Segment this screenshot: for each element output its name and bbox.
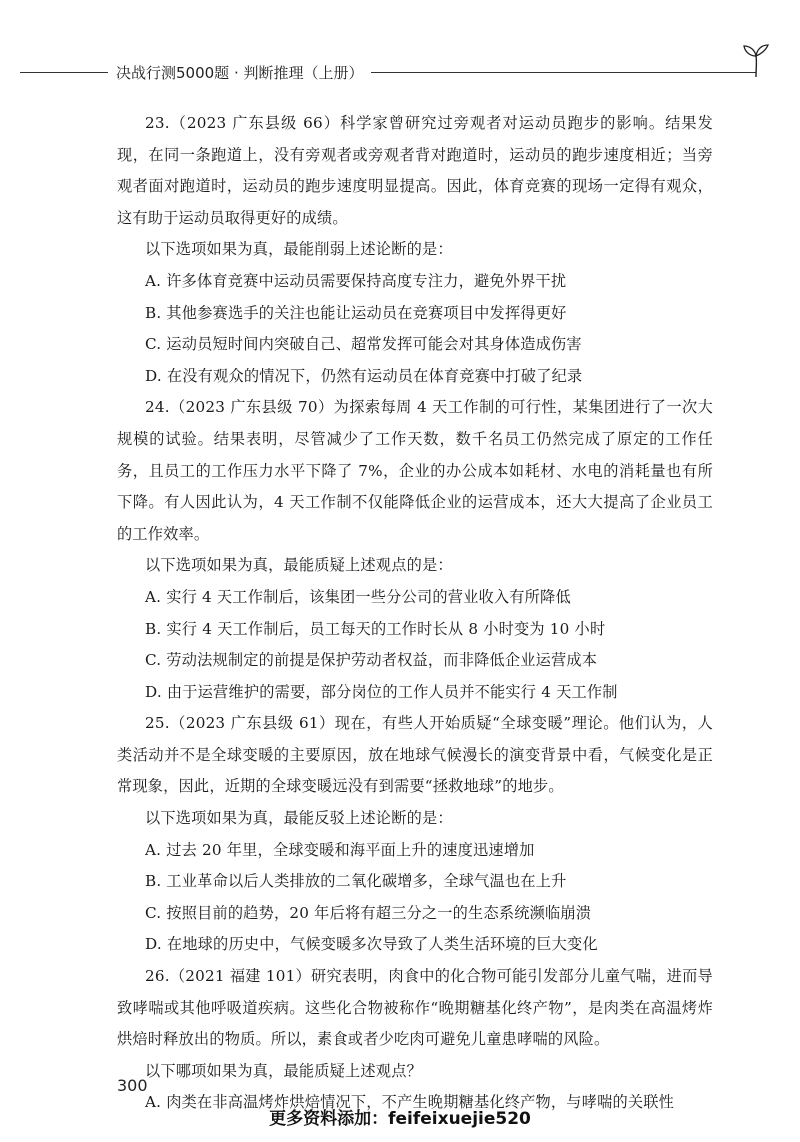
option-c: C. 运动员短时间内突破自己、超常发挥可能会对其身体造成伤害 xyxy=(145,335,582,354)
question-25 xyxy=(117,708,713,961)
option-d: D. 在地球的历史中，气候变暖多次导致了人类生活环境的巨大变化 xyxy=(145,935,598,954)
header-rule-left xyxy=(20,72,108,73)
option-a: A. 许多体育竞赛中运动员需要保持高度专注力，避免外界干扰 xyxy=(145,271,567,290)
question-stem: 24.（2023 广东县级 70）为探索每周 4 天工作制的可行性，某集团进行了一次大规模的试验。结果表明，尽管减少了工作天数，数千名员工仍然完成了原定的工作任务，且员工的工作压力水平下降了 7%，企业的办公成本如耗材、水电的消耗量也有所下降。有人因此认为，4 天工作制不仅能降低企业的运营成本，还大大提高了企业员工的工作效率。 xyxy=(117,398,713,543)
book-title: 决战行测5000题 · 判断推理（上册） xyxy=(116,63,364,82)
option-c: C. 按照目前的趋势，20 年后将有超三分之一的生态系统濒临崩溃 xyxy=(145,903,592,922)
option-d: D. 由于运营维护的需要，部分岗位的工作人员并不能实行 4 天工作制 xyxy=(145,682,618,701)
footer-note: 更多资料添加：feifeixuejie520 xyxy=(269,1109,531,1129)
question-prompt: 以下哪项如果为真，最能质疑上述观点？ xyxy=(145,1061,422,1080)
option-a: A. 实行 4 天工作制后，该集团一些分公司的营业收入有所降低 xyxy=(145,587,571,606)
question-prompt: 以下选项如果为真，最能质疑上述观点的是： xyxy=(145,556,453,575)
question-23 xyxy=(117,108,713,392)
question-stem: 26.（2021 福建 101）研究表明，肉食中的化合物可能引发部分儿童气喘，进而导致哮喘或其他呼吸道疾病。这些化合物被称作“晚期糖基化终产物”，是肉类在高温烤炸烘焙时释放出的物质。所以，素食或者少吃肉可避免儿童患哮喘的风险。 xyxy=(117,967,713,1049)
option-a: A. 过去 20 年里，全球变暖和海平面上升的速度迅速增加 xyxy=(145,840,535,859)
running-header xyxy=(20,62,756,82)
question-stem: 25.（2023 广东县级 61）现在，有些人开始质疑“全球变暖”理论。他们认为，人类活动并不是全球变暖的主要原因，放在地球气候漫长的演变背景中看，气候变化是正常现象，因此，近期的全球变暖远没有到需要“拯救地球”的地步。 xyxy=(117,714,713,796)
option-c: C. 劳动法规制定的前提是保护劳动者权益，而非降低企业运营成本 xyxy=(145,651,598,670)
option-b: B. 工业革命以后人类排放的二氧化碳增多，全球气温也在上升 xyxy=(145,872,567,891)
option-a: A. 肉类在非高温烤炸烘焙情况下，不产生晚期糖基化终产物，与哮喘的关联性 xyxy=(145,1093,675,1112)
option-d: D. 在没有观众的情况下，仍然有运动员在体育竞赛中打破了纪录 xyxy=(145,366,583,385)
option-b: B. 其他参赛选手的关注也能让运动员在竞赛项目中发挥得更好 xyxy=(145,303,567,322)
question-list xyxy=(117,108,713,1119)
question-prompt: 以下选项如果为真，最能反驳上述论断的是： xyxy=(145,809,453,828)
header-rule-right xyxy=(371,72,756,73)
question-prompt: 以下选项如果为真，最能削弱上述论断的是： xyxy=(145,240,453,259)
page-number: 300 xyxy=(117,1076,148,1095)
question-stem: 23.（2023 广东县级 66）科学家曾研究过旁观者对运动员跑步的影响。结果发现，在同一条跑道上，没有旁观者或旁观者背对跑道时，运动员的跑步速度相近；当旁观者面对跑道时，运动员的跑步速度明显提高。因此，体育竞赛的现场一定得有观众，这有助于运动员取得更好的成绩。 xyxy=(117,114,713,227)
sprout-icon xyxy=(742,44,770,78)
question-24 xyxy=(117,392,713,708)
question-26 xyxy=(117,961,713,1119)
option-b: B. 实行 4 天工作制后，员工每天的工作时长从 8 小时变为 10 小时 xyxy=(145,619,606,638)
